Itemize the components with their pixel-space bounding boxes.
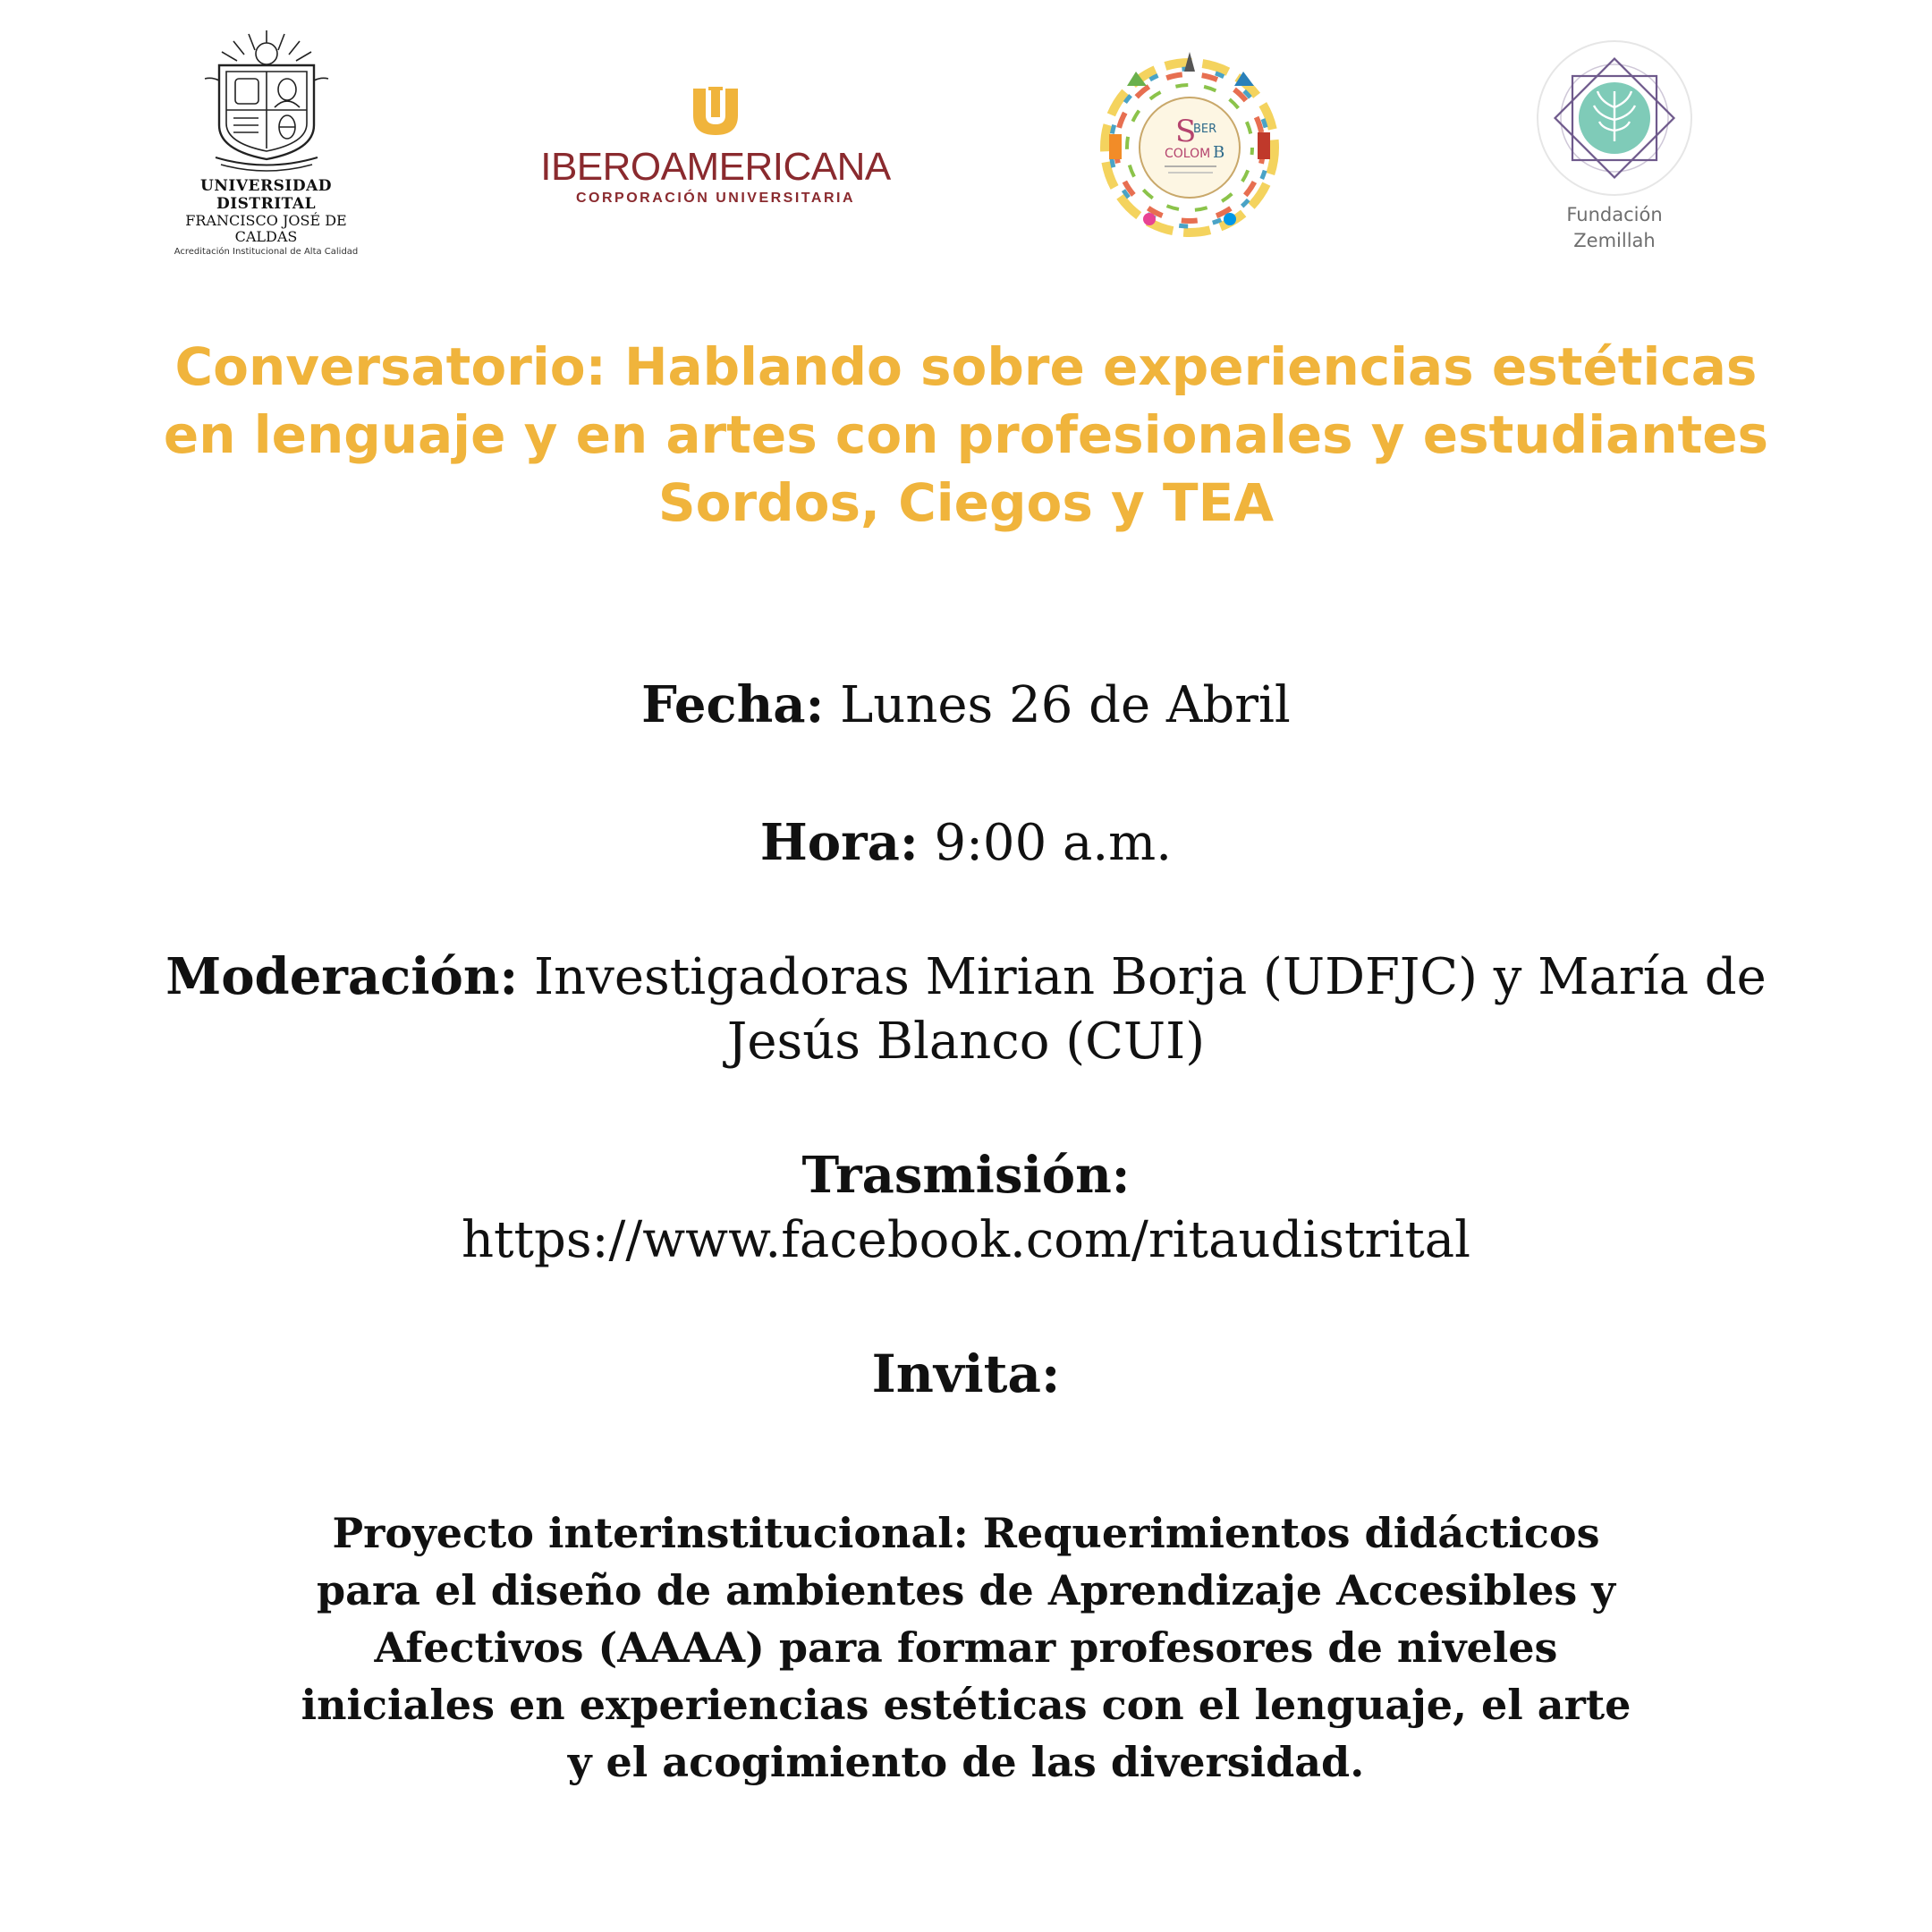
time-line [161,810,1771,876]
moderation-value: Investigadoras Mirian Borja (UDFJC) y María de Jesús Blanco (CUI) [534,948,1767,1071]
time-label: Hora: [759,813,919,872]
udistrital-name: UNIVERSIDAD DISTRITAL [200,177,332,213]
iberoamericana-logo [519,85,912,207]
iberoamericana-emblem-icon [684,85,747,140]
moderation-label: Moderación: [165,947,519,1006]
zemillah-emblem-icon [1530,36,1699,197]
date-line [161,673,1771,738]
broadcast-label: Trasmisión: [801,1146,1131,1205]
udistrital-accreditation: Acreditación Institucional de Alta Calidad [174,246,359,257]
svg-text:S: S [1175,114,1197,149]
logo-row [0,0,1932,268]
udistrital-shield-icon [199,25,334,173]
broadcast-link[interactable]: https://www.facebook.com/ritaudistrital [461,1211,1470,1269]
udistrital-logo [152,25,380,257]
project-description: Proyecto interinstitucional: Requerimientos didácticos para el diseño de ambientes de Aprendizaje Accesibles y Afectivos (AAAA) para formar profesores de niveles iniciales en experiencias estéticas con el lenguaje, el arte y el acogimiento de las diversidad. [301,1509,1631,1786]
saber-colombia-emblem-icon [1082,36,1297,250]
zemillah-logo [1525,36,1704,259]
date-label: Fecha: [641,675,825,734]
svg-text:B: B [1213,143,1225,162]
svg-text:COLOM: COLOM [1165,147,1211,161]
zemillah-name-line2: Zemillah [1573,230,1656,252]
iberoamericana-subtitle: CORPORACIÓN UNIVERSITARIA [576,191,855,206]
zemillah-name-line1: Fundación [1566,204,1663,225]
moderation-line [161,945,1771,1074]
iberoamericana-name: IBEROAMERICANA [540,145,891,189]
svg-text:BER: BER [1193,123,1217,136]
event-title: Conversatorio: Hablando sobre experiencias estéticas en lenguaje y en artes con profesionales y estudiantes Sordos, Ciegos y TEA [163,336,1769,533]
saber-colombia-logo [1082,36,1297,250]
broadcast-block [161,1143,1771,1273]
udistrital-subtitle: FRANCISCO JOSÉ DE CALDAS [185,212,347,246]
invita-label: Invita: [871,1343,1061,1404]
date-value: Lunes 26 de Abril [840,676,1291,734]
time-value: 9:00 a.m. [934,814,1173,872]
